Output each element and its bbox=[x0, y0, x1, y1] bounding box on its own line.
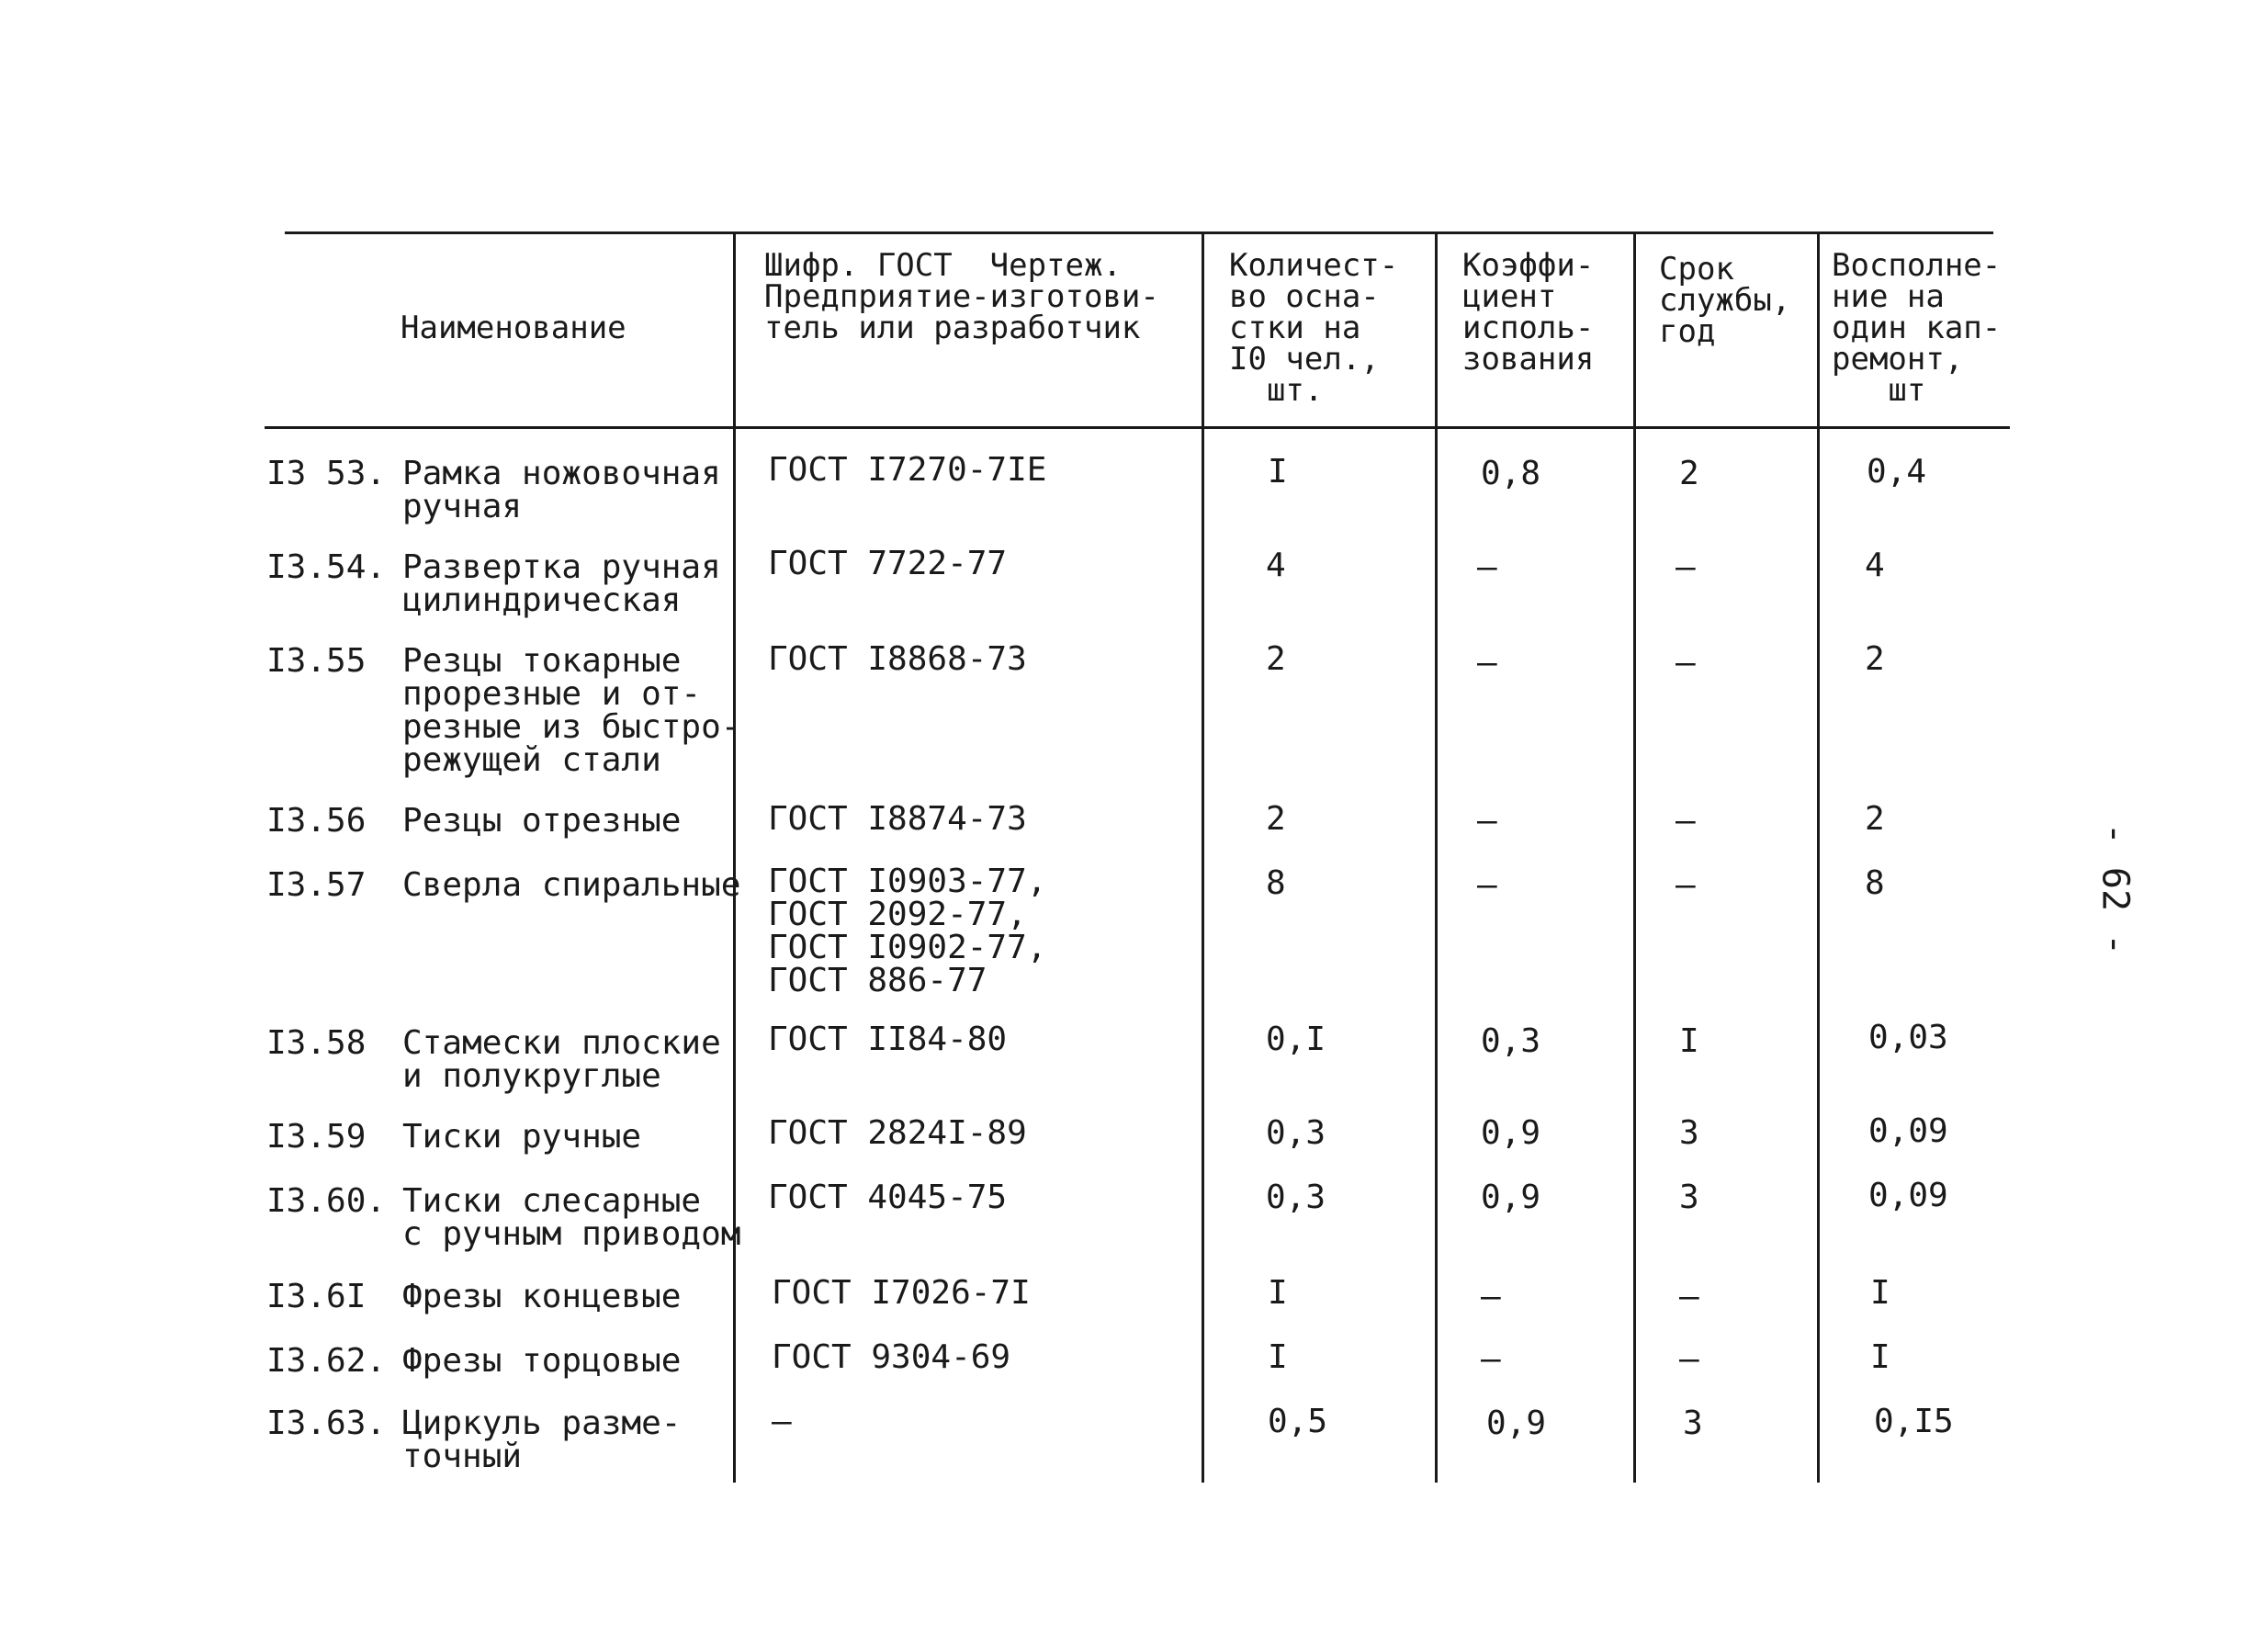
row-coefficient: 0,3 bbox=[1481, 1022, 1541, 1060]
row-code: ГОСТ I8874-73 bbox=[768, 800, 1027, 838]
row-service-life: I bbox=[1679, 1022, 1699, 1060]
row-number: I3.63. bbox=[266, 1404, 387, 1442]
header-service-life: Срок службы, год bbox=[1659, 251, 1791, 350]
row-number: I3.6I bbox=[266, 1278, 367, 1315]
row-coefficient: 0,9 bbox=[1481, 1114, 1541, 1152]
row-name: Фрезы концевые bbox=[402, 1278, 682, 1315]
row-number: I3.60. bbox=[266, 1182, 387, 1220]
column-divider-1 bbox=[733, 231, 736, 1483]
row-service-life: – bbox=[1676, 802, 1696, 840]
row-name: Сверла спиральные bbox=[402, 866, 741, 904]
row-name: Рамка ножовочная ручная bbox=[402, 455, 721, 525]
row-replenishment: 0,4 bbox=[1867, 453, 1927, 491]
header-name: Наименование bbox=[401, 310, 626, 346]
row-quantity: I bbox=[1268, 1274, 1288, 1312]
row-quantity: I bbox=[1268, 453, 1288, 491]
row-quantity: 0,I bbox=[1266, 1021, 1326, 1058]
row-replenishment: 2 bbox=[1865, 800, 1885, 838]
row-service-life: – bbox=[1679, 1278, 1699, 1315]
row-code: ГОСТ I7026-7I bbox=[772, 1274, 1031, 1312]
row-coefficient: 0,8 bbox=[1481, 455, 1541, 492]
row-number: I3.57 bbox=[266, 866, 367, 904]
row-quantity: 4 bbox=[1266, 547, 1286, 584]
row-name: Резцы токарные прорезные и от- резные из быстро- режущей стали bbox=[402, 642, 741, 779]
row-service-life: 3 bbox=[1679, 1114, 1699, 1152]
row-code: – bbox=[772, 1403, 792, 1440]
row-number: I3.55 bbox=[266, 642, 367, 680]
row-name: Тиски ручные bbox=[402, 1118, 642, 1156]
row-service-life: – bbox=[1676, 644, 1696, 682]
column-divider-2 bbox=[1202, 231, 1204, 1483]
row-service-life: – bbox=[1676, 866, 1696, 904]
row-replenishment: 0,03 bbox=[1868, 1019, 1948, 1056]
row-quantity: 2 bbox=[1266, 640, 1286, 678]
row-replenishment: 8 bbox=[1865, 864, 1885, 902]
row-quantity: 0,3 bbox=[1266, 1179, 1326, 1216]
row-name: Фрезы торцовые bbox=[402, 1342, 682, 1380]
header-coefficient: Коэффи- циент исполь- зования bbox=[1462, 247, 1595, 378]
row-number: I3 53. bbox=[266, 455, 387, 492]
row-name: Резцы отрезные bbox=[402, 802, 682, 840]
row-quantity: 8 bbox=[1266, 864, 1286, 902]
row-code: ГОСТ I8868-73 bbox=[768, 640, 1027, 678]
row-replenishment: I bbox=[1870, 1338, 1890, 1376]
row-quantity: 0,3 bbox=[1266, 1114, 1326, 1152]
row-coefficient: – bbox=[1481, 1278, 1501, 1315]
row-service-life: 3 bbox=[1683, 1404, 1703, 1442]
row-name: Циркуль разме- точный bbox=[402, 1404, 682, 1475]
row-coefficient: – bbox=[1477, 866, 1497, 904]
row-replenishment: 4 bbox=[1865, 547, 1885, 584]
row-code: ГОСТ II84-80 bbox=[768, 1021, 1008, 1058]
row-number: I3.54. bbox=[266, 548, 387, 586]
row-name: Стамески плоские и полукруглые bbox=[402, 1024, 721, 1095]
row-replenishment: 0,09 bbox=[1868, 1177, 1948, 1214]
row-coefficient: – bbox=[1481, 1340, 1501, 1378]
row-service-life: – bbox=[1679, 1340, 1699, 1378]
table-top-rule bbox=[285, 231, 1993, 234]
row-name: Тиски слесарные с ручным приводом bbox=[402, 1182, 741, 1253]
row-service-life: – bbox=[1676, 548, 1696, 586]
row-code: ГОСТ 7722-77 bbox=[768, 545, 1008, 582]
table-header-rule bbox=[265, 426, 2010, 429]
row-service-life: 2 bbox=[1679, 455, 1699, 492]
header-code: Шифр. ГОСТ Чертеж. Предприятие-изготови- тель или разработчик bbox=[764, 247, 1159, 346]
row-code: ГОСТ I0903-77, ГОСТ 2092-77, ГОСТ I0902-77, ГОСТ 886-77 bbox=[768, 863, 1047, 999]
column-divider-5 bbox=[1817, 231, 1820, 1483]
page-number: - 62 - bbox=[2093, 822, 2137, 956]
row-number: I3.56 bbox=[266, 802, 367, 840]
row-coefficient: 0,9 bbox=[1486, 1404, 1547, 1442]
row-replenishment: 0,09 bbox=[1868, 1112, 1948, 1150]
row-replenishment: 2 bbox=[1865, 640, 1885, 678]
header-replenishment: Восполне- ние на один кап- ремонт, шт bbox=[1832, 247, 2002, 409]
column-divider-3 bbox=[1435, 231, 1438, 1483]
row-quantity: 0,5 bbox=[1268, 1403, 1328, 1440]
row-service-life: 3 bbox=[1679, 1179, 1699, 1216]
row-coefficient: – bbox=[1477, 644, 1497, 682]
row-quantity: I bbox=[1268, 1338, 1288, 1376]
row-code: ГОСТ 4045-75 bbox=[768, 1179, 1008, 1216]
row-replenishment: 0,I5 bbox=[1874, 1403, 1954, 1440]
row-coefficient: – bbox=[1477, 548, 1497, 586]
row-replenishment: I bbox=[1870, 1274, 1890, 1312]
header-quantity: Количест- во осна- стки на I0 чел., шт. bbox=[1229, 247, 1399, 409]
row-code: ГОСТ 9304-69 bbox=[772, 1338, 1011, 1376]
row-number: I3.59 bbox=[266, 1118, 367, 1156]
row-coefficient: 0,9 bbox=[1481, 1179, 1541, 1216]
row-number: I3.58 bbox=[266, 1024, 367, 1062]
row-coefficient: – bbox=[1477, 802, 1497, 840]
row-code: ГОСТ 2824I-89 bbox=[768, 1114, 1027, 1152]
column-divider-4 bbox=[1633, 231, 1636, 1483]
row-name: Развертка ручная цилиндрическая bbox=[402, 548, 721, 619]
row-number: I3.62. bbox=[266, 1342, 387, 1380]
row-quantity: 2 bbox=[1266, 800, 1286, 838]
row-code: ГОСТ I7270-7IЕ bbox=[768, 451, 1047, 489]
